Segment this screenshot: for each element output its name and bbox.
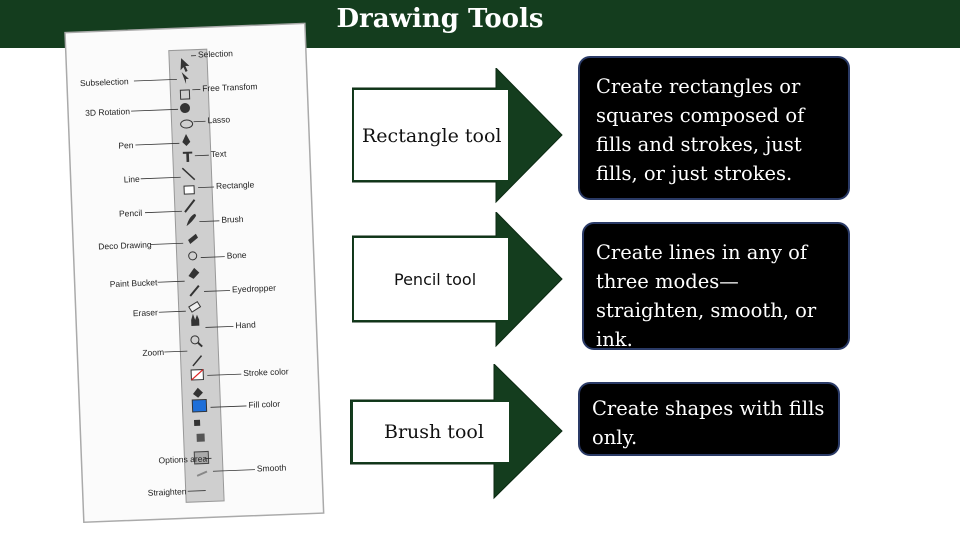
label-text: Text (210, 148, 227, 160)
label-bone: Bone (226, 249, 247, 261)
rectangle-tool-label: Rectangle tool (362, 125, 502, 147)
label-selection: Selection (197, 48, 234, 60)
text-icon: T (182, 149, 193, 167)
rectangle-tool-description: Create rectangles or squares composed of fills and strokes, just fills, or just strokes. (578, 56, 850, 200)
label-eraser: Eraser (132, 307, 159, 319)
label-eyedropper: Eyedropper (231, 282, 277, 295)
slide-title: Drawing Tools (336, 4, 544, 34)
pencil-tool-description: Create lines in any of three modes—straighten, smooth, or ink. (582, 222, 850, 350)
rectangle-icon (184, 186, 194, 194)
brush-tool-label: Brush tool (384, 421, 484, 443)
label-paint-bucket: Paint Bucket (109, 277, 158, 290)
snap-icon (197, 434, 205, 442)
label-pencil: Pencil (118, 207, 143, 219)
brush-tool-description: Create shapes with fills only. (578, 382, 840, 456)
label-subselection: Subselection (79, 76, 129, 89)
label-line: Line (123, 173, 140, 185)
label-free-transform: Free Transfom (202, 81, 258, 94)
swap-colors-icon (194, 420, 200, 426)
label-lasso: Lasso (207, 114, 231, 126)
label-pen: Pen (118, 140, 134, 151)
label-rectangle: Rectangle (215, 179, 255, 191)
label-smooth: Smooth (256, 462, 287, 474)
label-3d-rotation: 3D Rotation (84, 106, 131, 118)
pencil-tool-label: Pencil tool (394, 270, 477, 289)
label-brush: Brush (221, 213, 244, 225)
label-zoom: Zoom (142, 347, 165, 358)
label-options-area: Options area (158, 453, 208, 466)
label-straighten: Straighten (147, 486, 187, 498)
toolbar-panel-illustration (0, 0, 340, 540)
label-stroke-color: Stroke color (243, 366, 289, 379)
label-hand: Hand (235, 319, 256, 331)
label-deco-drawing: Deco Drawing (98, 239, 152, 252)
label-fill-color: Fill color (248, 398, 281, 410)
fill-color-swatch (192, 399, 206, 412)
